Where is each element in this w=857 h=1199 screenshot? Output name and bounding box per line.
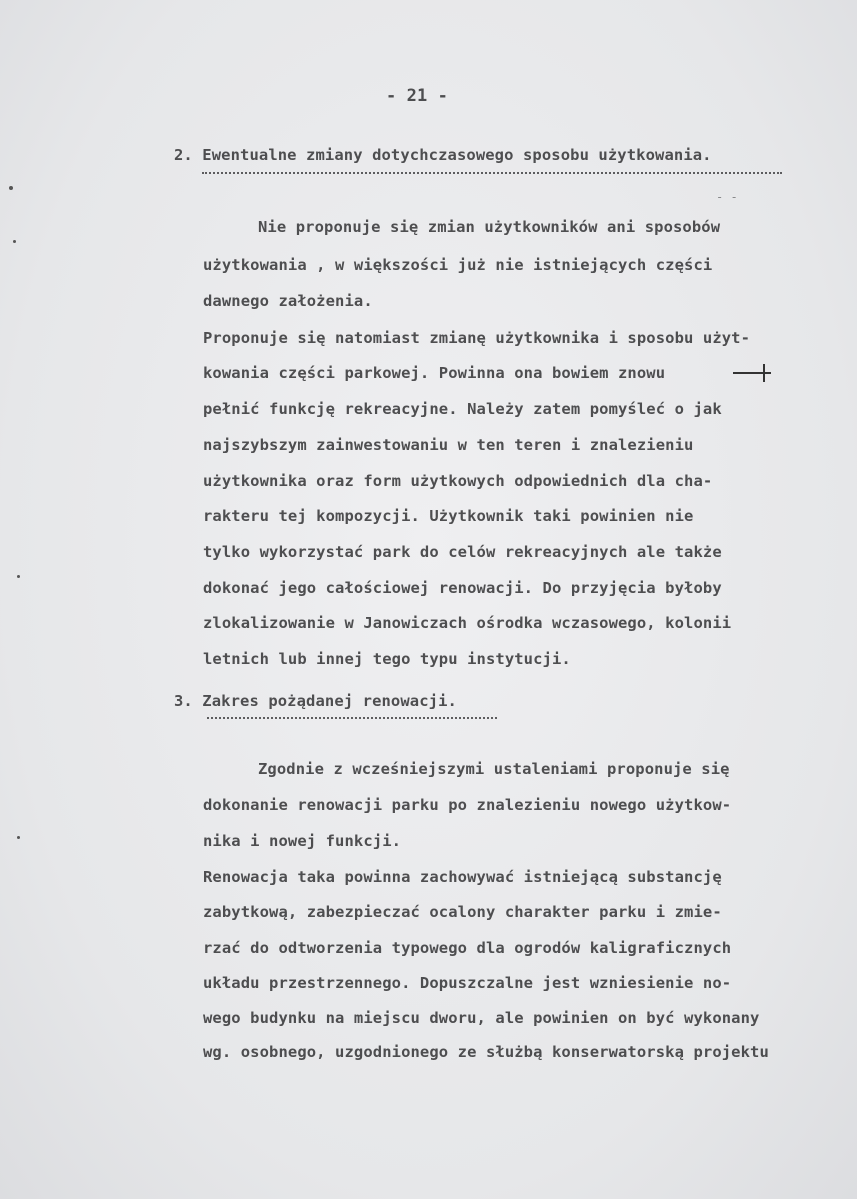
section-2-heading-underline	[202, 172, 782, 174]
section-3-line: nika i nowej funkcji.	[203, 832, 402, 850]
section-3-line: rzać do odtworzenia typowego dla ogrodów kaligraficznych	[203, 939, 732, 957]
section-3-line: Renowacja taka powinna zachowywać istniejącą substancję	[203, 868, 722, 886]
section-3-line: zabytkową, zabezpieczać ocalony charakter parku i zmie-	[203, 903, 722, 921]
section-3-line: Zgodnie z wcześniejszymi ustaleniami proponuje się	[258, 760, 730, 778]
section-2-line: rakteru tej kompozycji. Użytkownik taki powinien nie	[203, 507, 694, 525]
section-2-line: dokonać jego całościowej renowacji. Do przyjęcia byłoby	[203, 579, 722, 597]
section-3-line: dokonanie renowacji parku po znalezieniu nowego użytkow-	[203, 796, 732, 814]
section-2-line: użytkownika oraz form użytkowych odpowiednich dla cha-	[203, 472, 713, 490]
section-2-line: kowania części parkowej. Powinna ona bowiem znowu	[203, 364, 666, 382]
margin-speck	[17, 836, 20, 839]
section-2-heading: 2. Ewentualne zmiany dotychczasowego sposobu użytkowania.	[174, 146, 712, 164]
margin-speck	[9, 186, 13, 190]
section-2-line: tylko wykorzystać park do celów rekreacyjnych ale także	[203, 543, 722, 561]
margin-speck	[17, 575, 20, 578]
margin-speck	[13, 240, 16, 243]
section-2-line: Nie proponuje się zmian użytkowników ani sposobów	[258, 218, 721, 236]
section-3-line: układu przestrzennego. Dopuszczalne jest wzniesienie no-	[203, 974, 732, 992]
section-2-line: Proponuje się natomiast zmianę użytkownika i sposobu użyt-	[203, 329, 751, 347]
page-number: - 21 -	[386, 86, 449, 106]
section-2-line: pełnić funkcję rekreacyjne. Należy zatem pomyśleć o jak	[203, 400, 722, 418]
handwritten-strikeout-mark	[733, 364, 771, 382]
section-2-line: najszybszym zainwestowaniu w ten teren i znalezieniu	[203, 436, 694, 454]
section-3-heading: 3. Zakres pożądanej renowacji.	[174, 692, 457, 710]
section-3-line: wg. osobnego, uzgodnionego ze służbą konserwatorską projektu	[203, 1043, 769, 1061]
stray-mark: - -	[716, 190, 738, 204]
section-2-line: dawnego założenia.	[203, 292, 373, 310]
section-2-line: zlokalizowanie w Janowiczach ośrodka wczasowego, kolonii	[203, 614, 732, 632]
section-2-line: użytkowania , w większości już nie istniejących części	[203, 256, 713, 274]
section-3-line: wego budynku na miejscu dworu, ale powinien on być wykonany	[203, 1009, 760, 1027]
section-2-line: letnich lub innej tego typu instytucji.	[203, 650, 571, 668]
section-3-heading-underline	[207, 717, 497, 719]
